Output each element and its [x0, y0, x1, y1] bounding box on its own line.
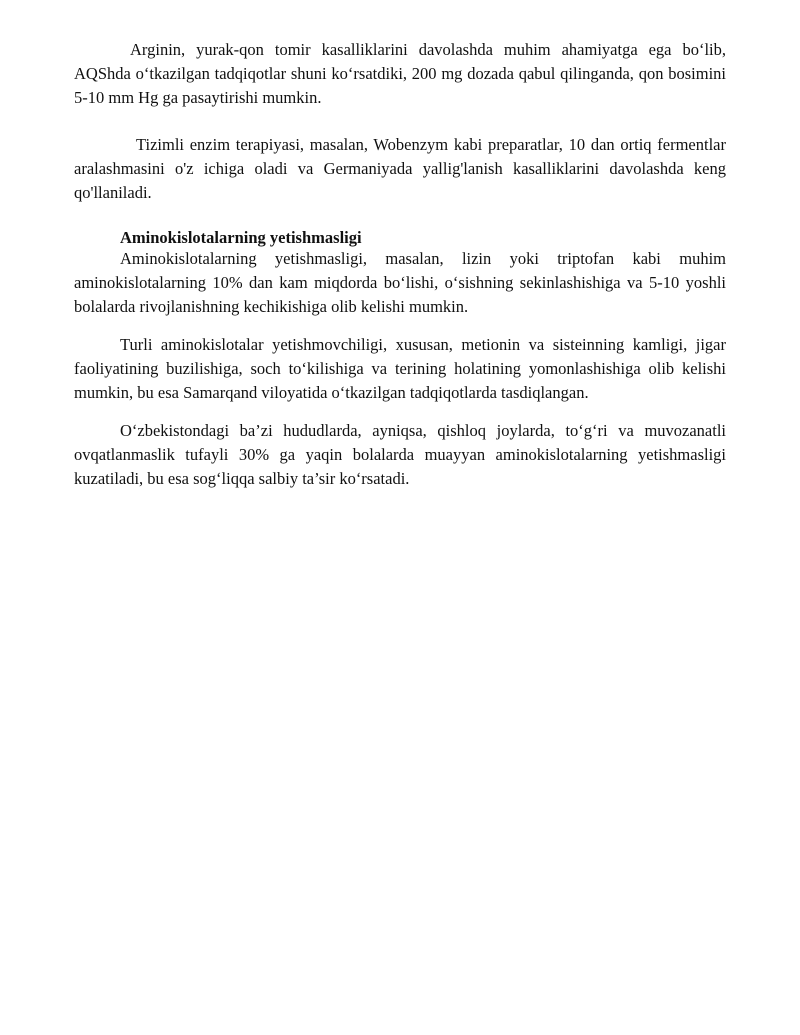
- section-heading: Aminokislotalarning yetishmasligi: [120, 228, 362, 247]
- paragraph-ozbekiston: O‘zbekistondagi ba’zi hududlarda, ayniqsa, qishloq joylarda, to‘g‘ri va muvozanatli ovqatlanmaslik tufayli 30% ga yaqin bolalarda muayyan aminokislotalarning yetishmasligi kuzatiladi, bu esa sog‘liqqa salbiy ta’sir ko‘rsatadi.: [74, 421, 726, 488]
- paragraph-yetishmovchilik: Turli aminokislotalar yetishmovchiligi, xususan, metionin va sisteinning kamligi, jigar faoliyatining buzilishiga, soch to‘kilishiga va terining holatining yomonlashishiga olib kelishi mumkin, bu esa Samarqand viloyatida o‘tkazilgan tadqiqotlarda tasdiqlangan.: [74, 335, 726, 402]
- paragraph-enzim-terapiyasi: Tizimli enzim terapiyasi, masalan, Wobenzym kabi preparatlar, 10 dan ortiq fermentlar aralashmasini o'z ichiga oladi va Germaniyada yallig'lanish kasalliklarini davolashda keng qo'llaniladi.: [74, 135, 726, 202]
- document-page: [74, 38, 726, 491]
- paragraph-arginin: Arginin, yurak-qon tomir kasalliklarini davolashda muhim ahamiyatga ega bo‘lib, AQShda o‘tkazilgan tadqiqotlar shuni ko‘rsatdiki, 200 mg dozada qabul qilinganda, qon bosimini 5-10 mm Hg ga pasaytirishi mumkin.: [74, 40, 726, 107]
- paragraph-yetishmaslik: Aminokislotalarning yetishmasligi, masalan, lizin yoki triptofan kabi muhim aminokislotalarning 10% dan kam miqdorda bo‘lishi, o‘sishning sekinlashishiga va 5-10 yoshli bolalarda rivojlanishning kechikishiga olib kelishi mumkin.: [74, 249, 726, 316]
